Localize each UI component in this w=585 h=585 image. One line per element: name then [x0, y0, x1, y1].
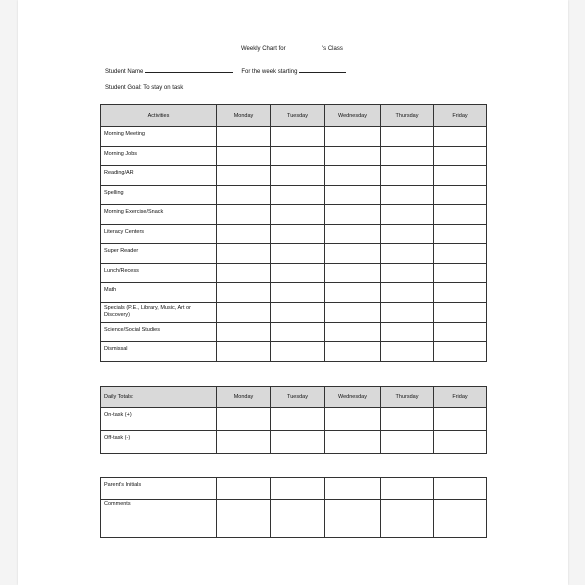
- table-cell[interactable]: [434, 225, 487, 244]
- col-header-tuesday: Tuesday: [271, 105, 325, 127]
- col-header-friday: Friday: [434, 105, 487, 127]
- table-cell[interactable]: [217, 500, 271, 538]
- table-row: [101, 205, 487, 225]
- table-cell[interactable]: [434, 244, 487, 264]
- table-cell[interactable]: [325, 166, 381, 186]
- table-cell[interactable]: [271, 342, 325, 362]
- activity-label: Morning Jobs: [101, 147, 217, 166]
- table-cell[interactable]: [271, 225, 325, 244]
- table-cell[interactable]: [325, 408, 381, 431]
- student-name-field[interactable]: [145, 66, 233, 73]
- table-cell[interactable]: [325, 500, 381, 538]
- col-header-tuesday: Tuesday: [271, 387, 325, 408]
- activity-label: Super Reader: [101, 244, 217, 264]
- table-cell[interactable]: [217, 408, 271, 431]
- student-name-label: Student Name: [105, 69, 144, 75]
- table-cell[interactable]: [271, 408, 325, 431]
- table-cell[interactable]: [325, 205, 381, 225]
- document-page: [18, 0, 568, 585]
- col-header-monday: Monday: [217, 105, 271, 127]
- table-cell[interactable]: [325, 323, 381, 342]
- col-header-activities: Activities: [101, 105, 217, 127]
- table-cell[interactable]: [325, 303, 381, 323]
- table-row: [101, 408, 487, 431]
- table-cell[interactable]: [271, 303, 325, 323]
- table-cell[interactable]: [381, 244, 434, 264]
- chart-title: [241, 45, 286, 53]
- table-cell[interactable]: [271, 323, 325, 342]
- table-cell[interactable]: [271, 500, 325, 538]
- table-cell[interactable]: [325, 264, 381, 283]
- table-cell[interactable]: [381, 303, 434, 323]
- daily-totals-table: [100, 386, 487, 454]
- week-starting-field[interactable]: [299, 66, 346, 73]
- table-cell[interactable]: [325, 225, 381, 244]
- table-row: [101, 500, 487, 538]
- table-cell[interactable]: [217, 478, 271, 500]
- parent-table: [100, 477, 487, 538]
- totals-header-row: [101, 387, 487, 408]
- student-goal: Student Goal: To stay on task: [105, 85, 184, 91]
- table-cell[interactable]: [217, 283, 271, 303]
- col-header-friday: Friday: [434, 387, 487, 408]
- table-cell[interactable]: [434, 264, 487, 283]
- student-name-row: [105, 66, 346, 76]
- table-cell[interactable]: [325, 127, 381, 147]
- table-cell[interactable]: [381, 408, 434, 431]
- table-cell[interactable]: [381, 166, 434, 186]
- table-cell[interactable]: [381, 478, 434, 500]
- activity-label: Science/Social Studies: [101, 323, 217, 342]
- table-row: [101, 225, 487, 244]
- table-cell[interactable]: [434, 431, 487, 454]
- activity-label: Literacy Centers: [101, 225, 217, 244]
- table-cell[interactable]: [434, 283, 487, 303]
- activity-label: Math: [101, 283, 217, 303]
- table-cell[interactable]: [381, 127, 434, 147]
- table-cell[interactable]: [381, 205, 434, 225]
- activities-table: [100, 104, 487, 362]
- table-cell[interactable]: [381, 342, 434, 362]
- table-cell[interactable]: [434, 166, 487, 186]
- table-cell[interactable]: [434, 205, 487, 225]
- table-cell[interactable]: [434, 408, 487, 431]
- chart-title-suffix: [322, 45, 343, 53]
- table-row: [101, 127, 487, 147]
- table-cell[interactable]: [217, 323, 271, 342]
- activity-label: Lunch/Recess: [101, 264, 217, 283]
- col-header-monday: Monday: [217, 387, 271, 408]
- table-cell[interactable]: [271, 186, 325, 205]
- table-cell[interactable]: [217, 264, 271, 283]
- table-cell[interactable]: [217, 244, 271, 264]
- activity-label: Morning Exercise/Snack: [101, 205, 217, 225]
- table-row: [101, 244, 487, 264]
- table-cell[interactable]: [217, 186, 271, 205]
- col-header-wednesday: Wednesday: [325, 387, 381, 408]
- table-cell[interactable]: [381, 323, 434, 342]
- table-cell[interactable]: [381, 264, 434, 283]
- table-cell[interactable]: [434, 303, 487, 323]
- table-cell[interactable]: [217, 303, 271, 323]
- activity-label: Reading/AR: [101, 166, 217, 186]
- table-cell[interactable]: [271, 283, 325, 303]
- table-cell[interactable]: [271, 264, 325, 283]
- comments-label: Comments: [101, 500, 217, 538]
- table-row: [101, 342, 487, 362]
- activity-label: Dismissal: [101, 342, 217, 362]
- table-cell[interactable]: [434, 500, 487, 538]
- col-header-thursday: Thursday: [381, 387, 434, 408]
- table-cell[interactable]: [434, 342, 487, 362]
- table-cell[interactable]: [217, 431, 271, 454]
- table-row: [101, 303, 487, 323]
- table-cell[interactable]: [434, 478, 487, 500]
- table-cell[interactable]: [217, 147, 271, 166]
- class-name-blank[interactable]: [294, 45, 320, 53]
- col-header-daily-totals: Daily Totals:: [101, 387, 217, 408]
- table-cell[interactable]: [325, 186, 381, 205]
- totals-label: Off-task (-): [101, 431, 217, 454]
- table-row: [101, 186, 487, 205]
- table-cell[interactable]: [434, 147, 487, 166]
- activity-label: Morning Meeting: [101, 127, 217, 147]
- parent-initials-label: Parent's Initials: [101, 478, 217, 500]
- table-cell[interactable]: [217, 225, 271, 244]
- table-cell[interactable]: [325, 283, 381, 303]
- activities-header-row: [101, 105, 487, 127]
- table-cell[interactable]: [381, 147, 434, 166]
- table-row: [101, 323, 487, 342]
- table-cell[interactable]: [434, 127, 487, 147]
- table-cell[interactable]: [325, 244, 381, 264]
- table-cell[interactable]: [325, 342, 381, 362]
- table-cell[interactable]: [217, 342, 271, 362]
- table-cell[interactable]: [271, 127, 325, 147]
- table-cell[interactable]: [271, 205, 325, 225]
- table-row: [101, 264, 487, 283]
- week-starting-label: For the week starting: [241, 69, 298, 75]
- table-cell[interactable]: [381, 225, 434, 244]
- totals-label: On-task (+): [101, 408, 217, 431]
- col-header-thursday: Thursday: [381, 105, 434, 127]
- table-cell[interactable]: [325, 147, 381, 166]
- title-left: Weekly Chart for: [241, 46, 286, 52]
- table-cell[interactable]: [381, 283, 434, 303]
- col-header-wednesday: Wednesday: [325, 105, 381, 127]
- table-cell[interactable]: [381, 186, 434, 205]
- table-cell[interactable]: [381, 500, 434, 538]
- table-cell[interactable]: [271, 244, 325, 264]
- table-row: [101, 431, 487, 454]
- title-right: 's Class: [322, 46, 343, 52]
- table-cell[interactable]: [271, 147, 325, 166]
- table-cell[interactable]: [381, 431, 434, 454]
- table-row: [101, 147, 487, 166]
- table-cell[interactable]: [434, 186, 487, 205]
- table-row: [101, 478, 487, 500]
- table-cell[interactable]: [217, 205, 271, 225]
- table-cell[interactable]: [434, 323, 487, 342]
- table-cell[interactable]: [217, 127, 271, 147]
- table-row: [101, 166, 487, 186]
- activity-label: Specials (P.E., Library, Music, Art or Discovery): [101, 303, 217, 323]
- table-cell[interactable]: [217, 166, 271, 186]
- table-cell[interactable]: [325, 431, 381, 454]
- table-cell[interactable]: [271, 166, 325, 186]
- activity-label: Spelling: [101, 186, 217, 205]
- table-cell[interactable]: [271, 431, 325, 454]
- table-cell[interactable]: [271, 478, 325, 500]
- table-row: [101, 283, 487, 303]
- table-cell[interactable]: [325, 478, 381, 500]
